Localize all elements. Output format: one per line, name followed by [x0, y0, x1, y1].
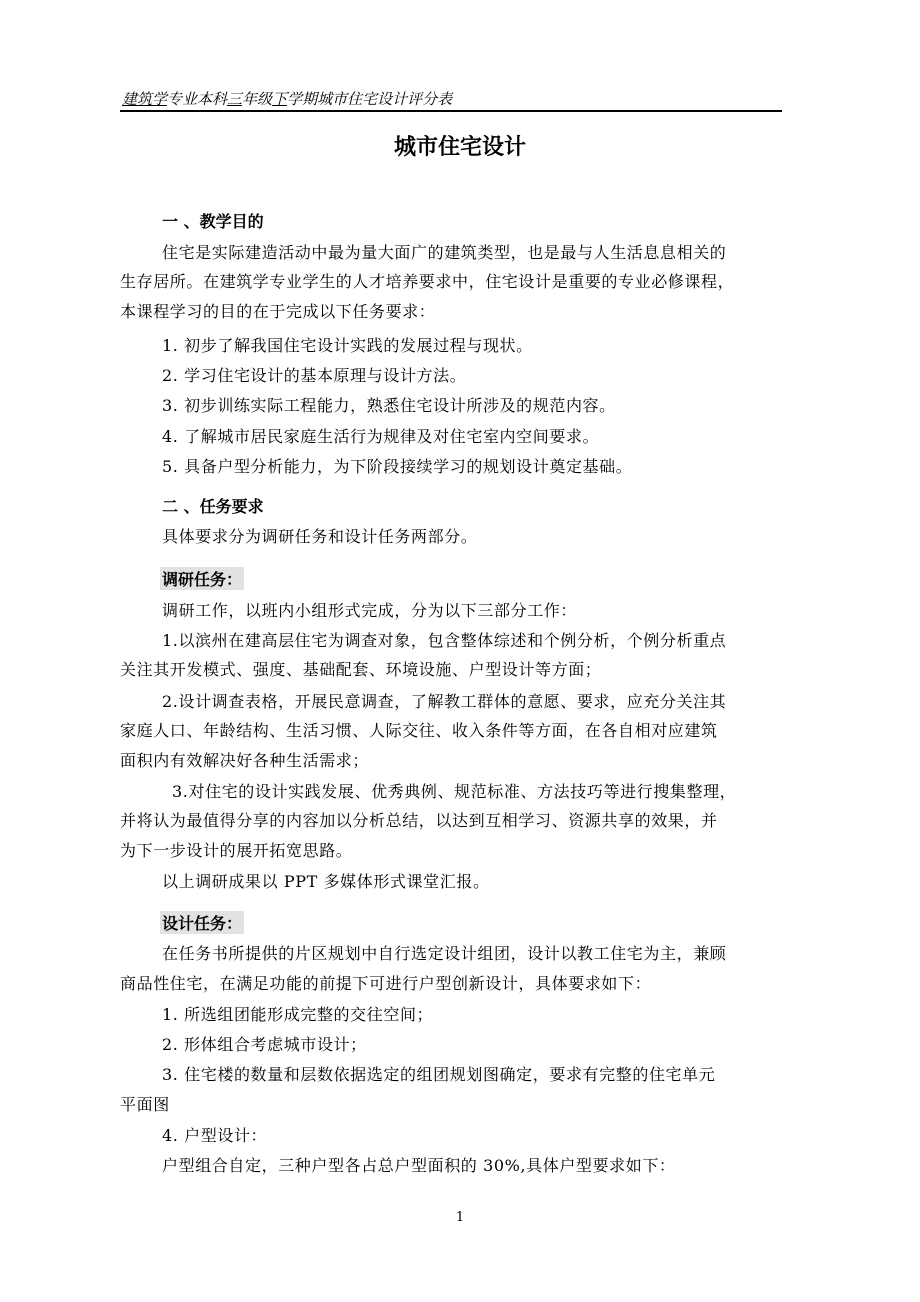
paragraph-line: 住宅是实际建造活动中最为量大面广的建筑类型，也是最与人生活息息相关的 [162, 243, 727, 262]
paragraph-line: 为下一步设计的展开拓宽思路。 [120, 841, 353, 860]
page-title: 城市住宅设计 [393, 135, 526, 160]
section-1-heading: 一 、教学目的 [162, 212, 264, 231]
page-number: 1 [455, 1210, 465, 1225]
header-major: 建筑学 [122, 90, 168, 108]
list-item: 1. 所选组团能形成完整的交往空间； [162, 1005, 434, 1024]
list-item: 4. 户型设计： [162, 1126, 268, 1145]
section-2-heading: 二 、任务要求 [162, 497, 264, 516]
header-rule [120, 110, 782, 112]
paragraph-line: 生存居所。在建筑学专业学生的人才培养要求中，住宅设计是重要的专业必修课程， [120, 272, 735, 291]
header-year: 三 [227, 90, 243, 108]
header-seg2: 年级 [242, 90, 273, 108]
paragraph-line: 并将认为最值得分享的内容加以分析总结，以达到互相学习、资源共享的效果，并 [120, 811, 718, 830]
paragraph-line: 具体要求分为调研任务和设计任务两部分。 [162, 527, 478, 546]
paragraph-line: 3.对住宅的设计实践发展、优秀典例、规范标准、方法技巧等进行搜集整理， [172, 782, 737, 801]
header-line [122, 88, 452, 109]
list-item: 5. 具备户型分析能力，为下阶段接续学习的规划设计奠定基础。 [162, 457, 633, 476]
paragraph-line: 家庭人口、年龄结构、生活习惯、人际交往、收入条件等方面，在各自相对应建筑 [120, 721, 718, 740]
list-item: 2. 学习住宅设计的基本原理与设计方法。 [162, 366, 467, 385]
header-term: 下 [272, 90, 288, 108]
research-heading: 调研任务： [160, 567, 244, 590]
paragraph-line: 面积内有效解决好各种生活需求； [120, 751, 370, 770]
list-item: 3. 住宅楼的数量和层数依据选定的组团规划图确定，要求有完整的住宅单元 [162, 1065, 716, 1084]
list-item: 3. 初步训练实际工程能力，熟悉住宅设计所涉及的规范内容。 [162, 396, 616, 415]
design-heading: 设计任务： [160, 911, 244, 934]
paragraph-line: 调研工作，以班内小组形式完成，分为以下三部分工作： [162, 601, 578, 620]
paragraph-line: 在任务书所提供的片区规划中自行选定设计组团，设计以教工住宅为主，兼顾 [162, 944, 727, 963]
list-item: 2. 形体组合考虑城市设计； [162, 1035, 367, 1054]
paragraph-line: 以上调研成果以 PPT 多媒体形式课堂汇报。 [162, 872, 490, 891]
paragraph-line: 关注其开发模式、强度、基础配套、环境设施、户型设计等方面； [120, 660, 602, 679]
paragraph-line: 平面图 [120, 1095, 170, 1114]
header-seg3: 学期城市住宅设计评分表 [287, 90, 453, 108]
paragraph-line: 本课程学习的目的在于完成以下任务要求： [120, 302, 436, 321]
paragraph-line: 1.以滨州在建高层住宅为调查对象，包含整体综述和个例分析，个例分析重点 [162, 631, 727, 650]
paragraph-line: 户型组合自定，三种户型各占总户型面积的 30%,具体户型要求如下： [162, 1156, 676, 1175]
list-item: 1. 初步了解我国住宅设计实践的发展过程与现状。 [162, 336, 533, 355]
paragraph-line: 2.设计调查表格，开展民意调查，了解教工群体的意愿、要求，应充分关注其 [162, 692, 727, 711]
paragraph-line: 商品性住宅，在满足功能的前提下可进行户型创新设计，具体要求如下： [120, 974, 652, 993]
list-item: 4. 了解城市居民家庭生活行为规律及对住宅室内空间要求。 [162, 427, 600, 446]
header-seg1: 专业本科 [167, 90, 228, 108]
